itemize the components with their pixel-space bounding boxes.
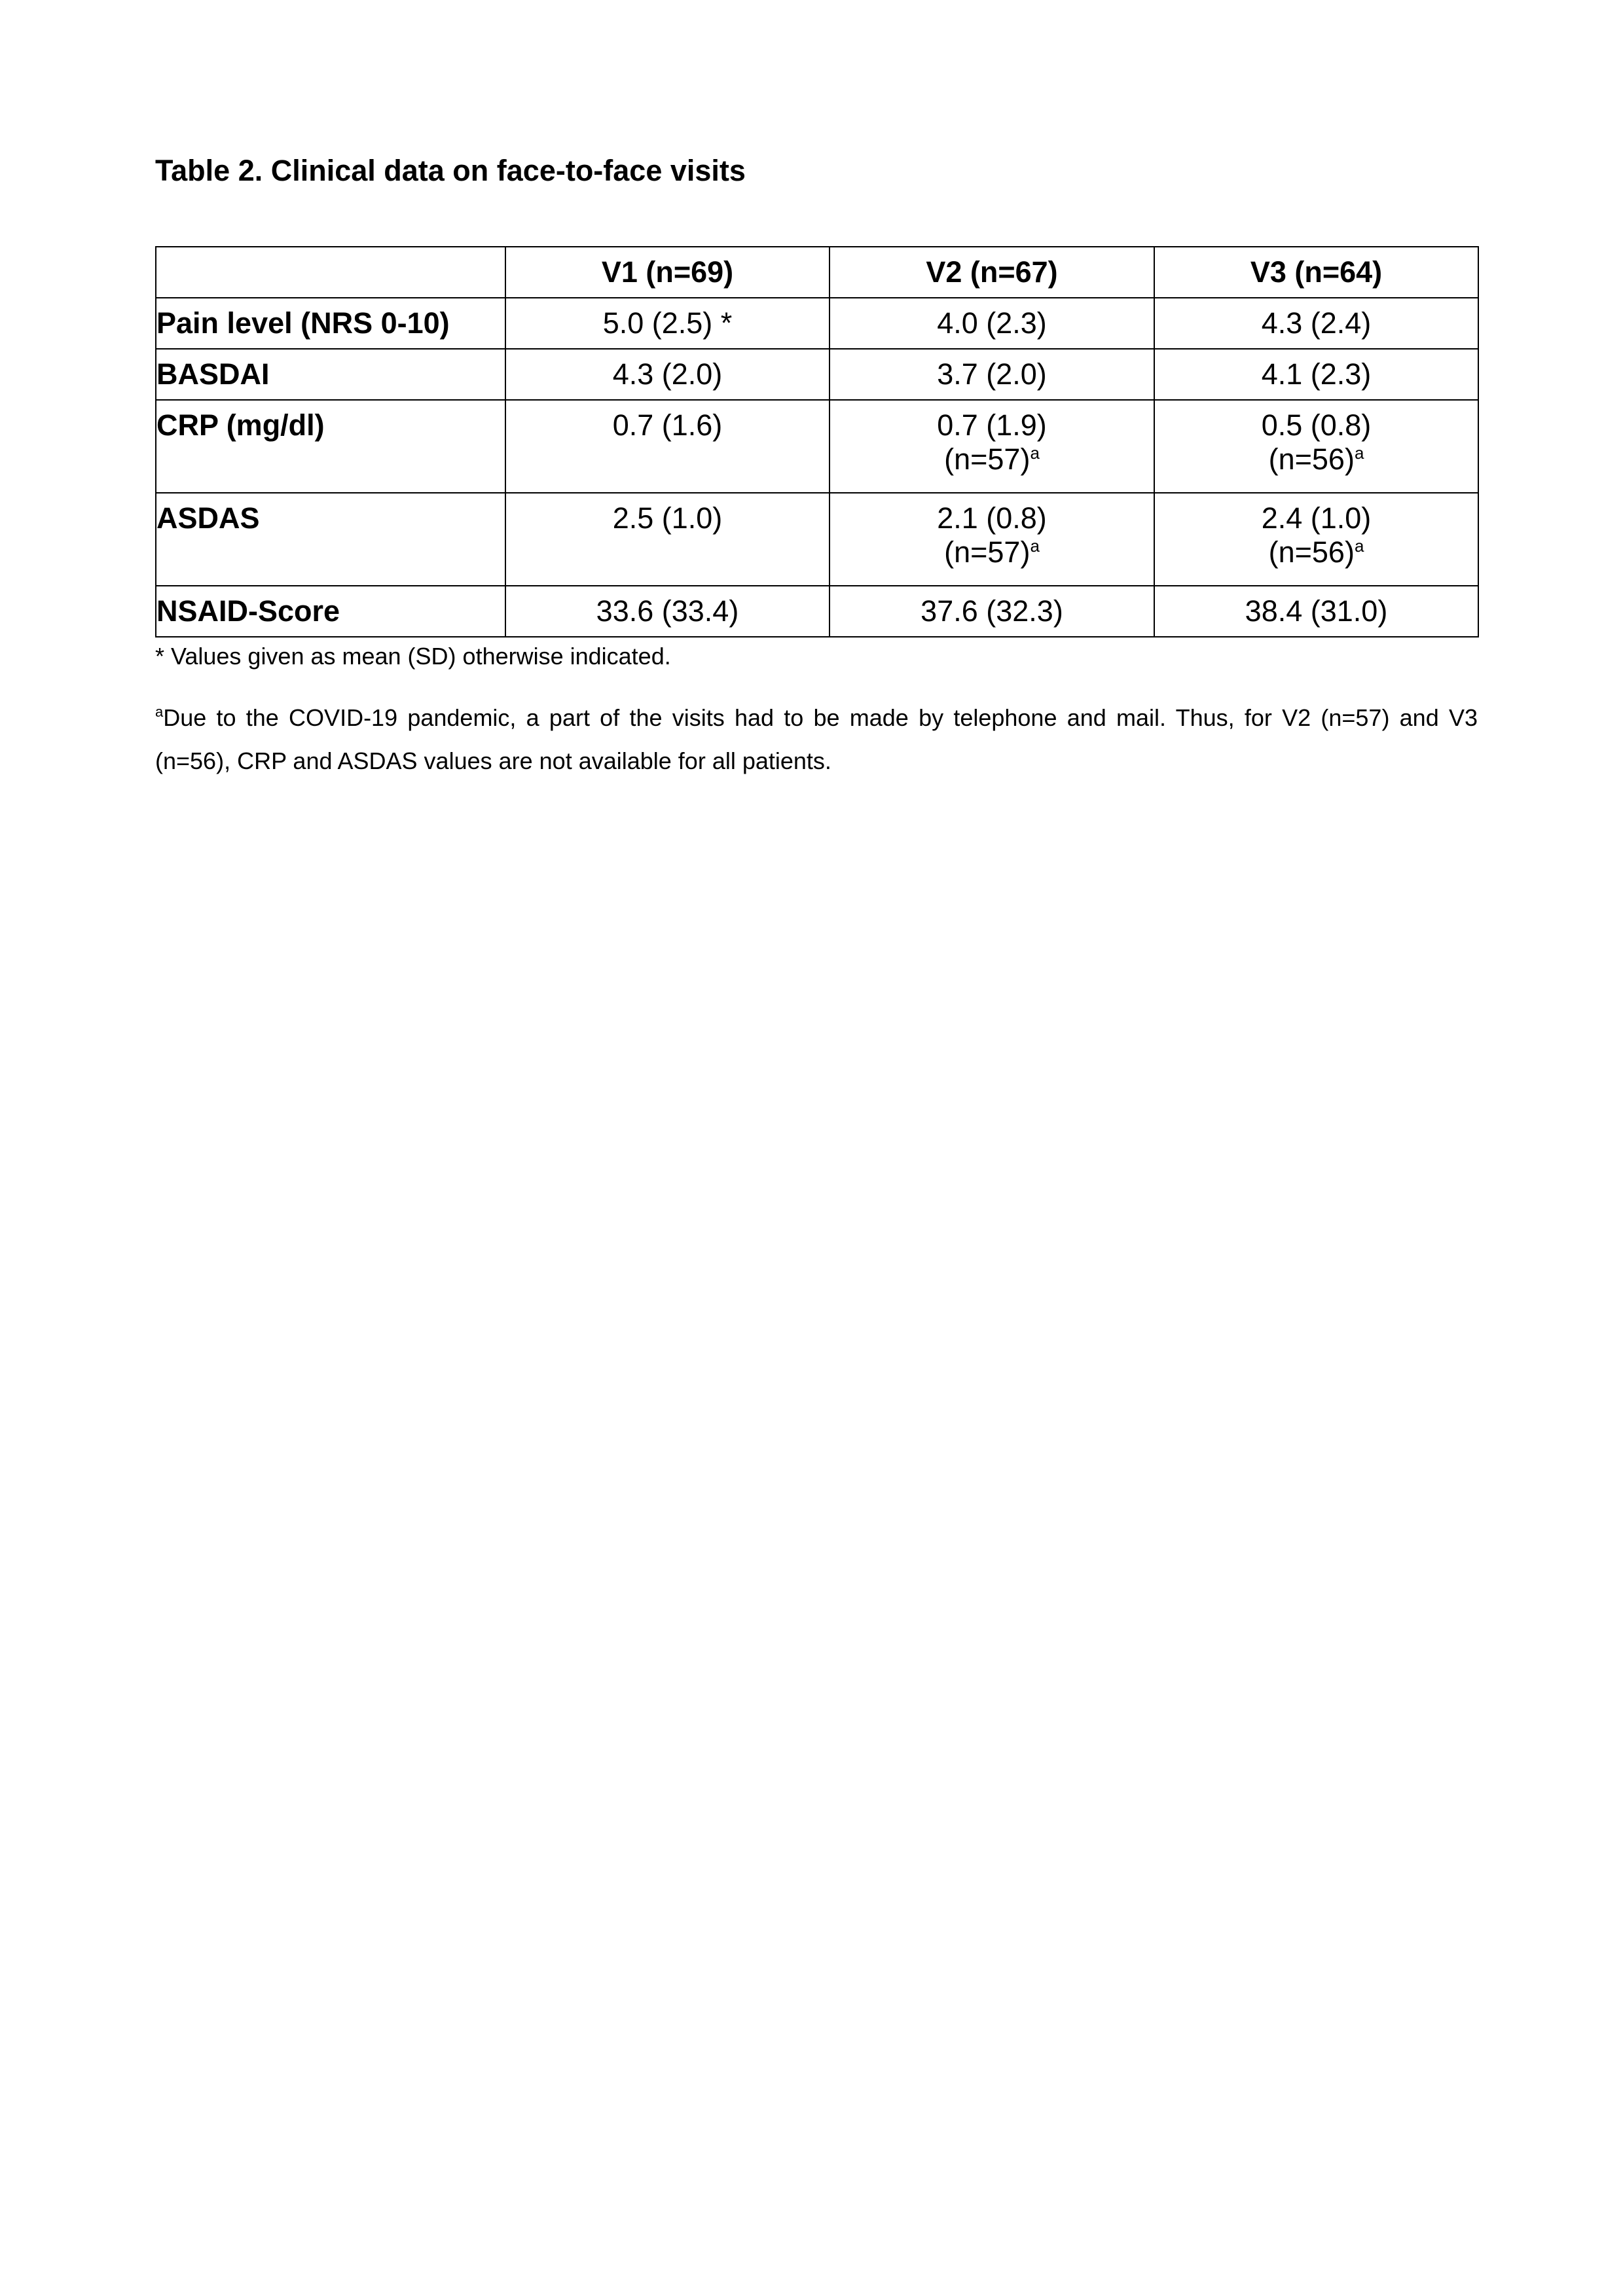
cell-value: 4.1 (2.3) <box>1261 357 1372 391</box>
cell-value: 0.7 (1.6) <box>612 408 723 442</box>
column-header-v1: V1 (n=69) <box>505 247 830 298</box>
table-cell <box>1154 400 1478 493</box>
cell-value: 0.7 (1.9) <box>937 408 1047 442</box>
table-cell <box>1154 586 1478 637</box>
table-header-row <box>156 247 1478 298</box>
table-cell <box>830 586 1154 637</box>
table-cell <box>830 400 1154 493</box>
column-header-v3: V3 (n=64) <box>1154 247 1478 298</box>
cell-value: 2.5 (1.0) <box>612 501 723 535</box>
table-row-basdai <box>156 349 1478 400</box>
cell-note <box>830 535 1154 569</box>
table-cell <box>505 493 830 586</box>
cell-value: 3.7 (2.0) <box>937 357 1047 391</box>
footnote-covid <box>155 696 1478 783</box>
cell-note-text: (n=56) <box>1268 442 1355 476</box>
table-cell <box>505 298 830 349</box>
table-row-asdas <box>156 493 1478 586</box>
footnote-mark: a <box>1030 443 1040 463</box>
cell-value: 4.0 (2.3) <box>937 306 1047 340</box>
cell-value: 2.4 (1.0) <box>1261 501 1372 535</box>
cell-note <box>830 442 1154 476</box>
table-row-nsaid-score <box>156 586 1478 637</box>
table-title: Table 2. Clinical data on face-to-face visits <box>155 154 746 187</box>
table-cell <box>830 349 1154 400</box>
cell-value: 5.0 (2.5) * <box>602 306 733 340</box>
cell-note <box>1155 442 1478 476</box>
row-label: Pain level (NRS 0-10) <box>156 298 505 349</box>
table-cell <box>1154 493 1478 586</box>
footnote-values: * Values given as mean (SD) otherwise indicated. <box>155 643 671 670</box>
cell-value: 4.3 (2.0) <box>612 357 723 391</box>
clinical-data-table <box>155 246 1479 637</box>
footnote-covid-mark: a <box>155 704 164 720</box>
row-label: NSAID-Score <box>156 586 505 637</box>
row-label: ASDAS <box>156 493 505 586</box>
table-cell <box>830 298 1154 349</box>
cell-value: 38.4 (31.0) <box>1245 594 1388 628</box>
table-cell <box>1154 298 1478 349</box>
table-row-pain-level <box>156 298 1478 349</box>
cell-value: 37.6 (32.3) <box>921 594 1063 628</box>
row-label: BASDAI <box>156 349 505 400</box>
cell-note-text: (n=57) <box>944 535 1030 569</box>
footnote-mark: a <box>1030 536 1040 556</box>
column-header-empty <box>156 247 505 298</box>
cell-value: 33.6 (33.4) <box>596 594 739 628</box>
cell-note-text: (n=57) <box>944 442 1030 476</box>
cell-value: 0.5 (0.8) <box>1261 408 1372 442</box>
table-cell <box>505 349 830 400</box>
table-row-crp <box>156 400 1478 493</box>
cell-note <box>1155 535 1478 569</box>
cell-value: 2.1 (0.8) <box>937 501 1047 535</box>
table-cell <box>830 493 1154 586</box>
cell-value: 4.3 (2.4) <box>1261 306 1372 340</box>
table-cell <box>505 586 830 637</box>
table-cell <box>505 400 830 493</box>
column-header-v2: V2 (n=67) <box>830 247 1154 298</box>
footnote-mark: a <box>1354 443 1364 463</box>
footnote-covid-text: Due to the COVID-19 pandemic, a part of the visits had to be made by telephone and mail. Thus, for V2 (n=57) and V3 (n=56), CRP and ASDAS values are not available for all patients. <box>155 704 1478 774</box>
table-cell <box>1154 349 1478 400</box>
footnote-mark: a <box>1354 536 1364 556</box>
cell-note-text: (n=56) <box>1268 535 1355 569</box>
row-label: CRP (mg/dl) <box>156 400 505 493</box>
